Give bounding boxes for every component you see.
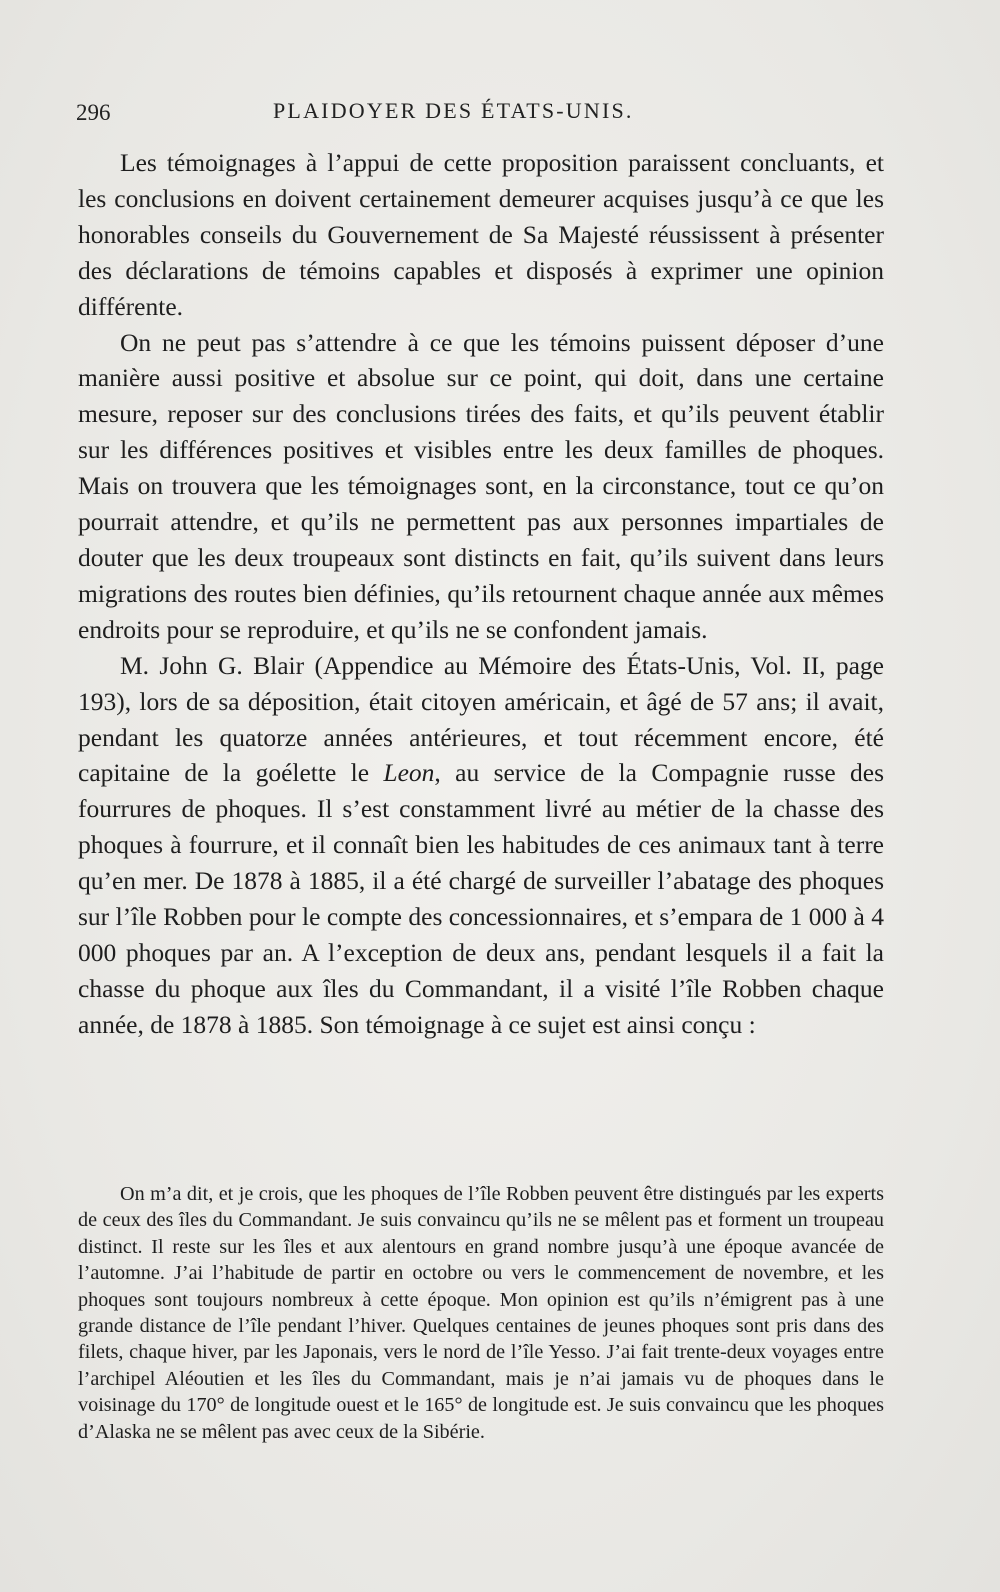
- body-text: [78, 145, 884, 1043]
- ship-name: Leon: [383, 758, 435, 788]
- paragraph-2: On ne peut pas s’attendre à ce que les témoins puissent déposer d’une manière aussi positive et absolue sur ce point, qui doit, dans une certaine mesure, reposer sur des conclusions tirées des faits, et qu’ils peuvent établir sur les différences positives et visibles entre les deux familles de phoques. Mais on trouvera que les témoignages sont, en la circonstance, tout ce qu’on pourrait attendre, et qu’ils ne permettent pas aux personnes impartiales de douter que les deux troupeaux sont distincts en fait, qu’ils suivent dans leurs migrations des routes bien définies, qu’ils retournent chaque année aux mêmes endroits pour se reproduire, et qu’ils ne se confondent jamais.: [78, 327, 884, 644]
- page-header: [76, 95, 680, 135]
- running-title: PLAIDOYER DES ÉTATS-UNIS.: [273, 98, 634, 123]
- paragraph-3: [78, 648, 884, 1043]
- paragraph-1: Les témoignages à l’appui de cette proposition paraissent concluants, et les conclusions en doivent certainement demeurer acquises jusqu’à ce que les honorables conseils du Gouvernement de Sa Majesté réussissent à présenter des déclarations de témoins capables et disposés à exprimer une opinion différente.: [78, 148, 884, 321]
- page-number: 296: [76, 100, 111, 125]
- paragraph-3-text-b: , au service de la Compagnie russe des fourrures de phoques. Il s’est constamment livré au métier de la chasse des phoques à fourrure, et il connaît bien les habitudes de ces animaux tant à terre qu’en mer. De 1878 à 1885, il a été chargé de surveiller l’abatage des phoques sur l’île Robben pour le compte des concessionnaires, et s’empara de 1 000 à 4 000 phoques par an. A l’exception de deux ans, pendant lesquels il a fait la chasse du phoque aux îles du Commandant, il a visité l’île Robben chaque année, de 1878 à 1885. Son témoignage à ce sujet est ainsi conçu :: [78, 758, 884, 1039]
- paragraph-3-text-a: M. John G. Blair (Appendice au Mémoire des États-Unis, Vol. II, page 193), lors de sa déposition, était citoyen américain, et âgé de 57 ans; il avait, pendant les quatorze années antérieures, et tout récemment encore, été capitaine de la goélette le: [78, 650, 884, 788]
- testimony-quote: On m’a dit, et je crois, que les phoques de l’île Robben peuvent être distingués par les experts de ceux des îles du Commandant. Je suis convaincu qu’ils ne se mêlent pas et forment un troupeau distinct. Il reste sur les îles et aux alentours en grand nombre jusqu’à une époque avancée de l’automne. J’ai l’habitude de partir en octobre ou vers le commencement de novembre, et les phoques sont toujours nombreux à cette époque. Mon opinion est qu’ils n’émigrent pas à une grande distance de l’île pendant l’hiver. Quelques centaines de jeunes phoques sont pris dans des filets, chaque hiver, par les Japonais, vers le nord de l’île Yesso. J’ai fait trente-deux voyages entre l’archipel Aléoutien et les îles du Commandant, mais je n’ai jamais vu de phoques dans le voisinage du 170° de longitude ouest et le 165° de longitude est. Je suis convaincu que les phoques d’Alaska ne se mêlent pas avec ceux de la Sibérie.: [78, 1183, 884, 1443]
